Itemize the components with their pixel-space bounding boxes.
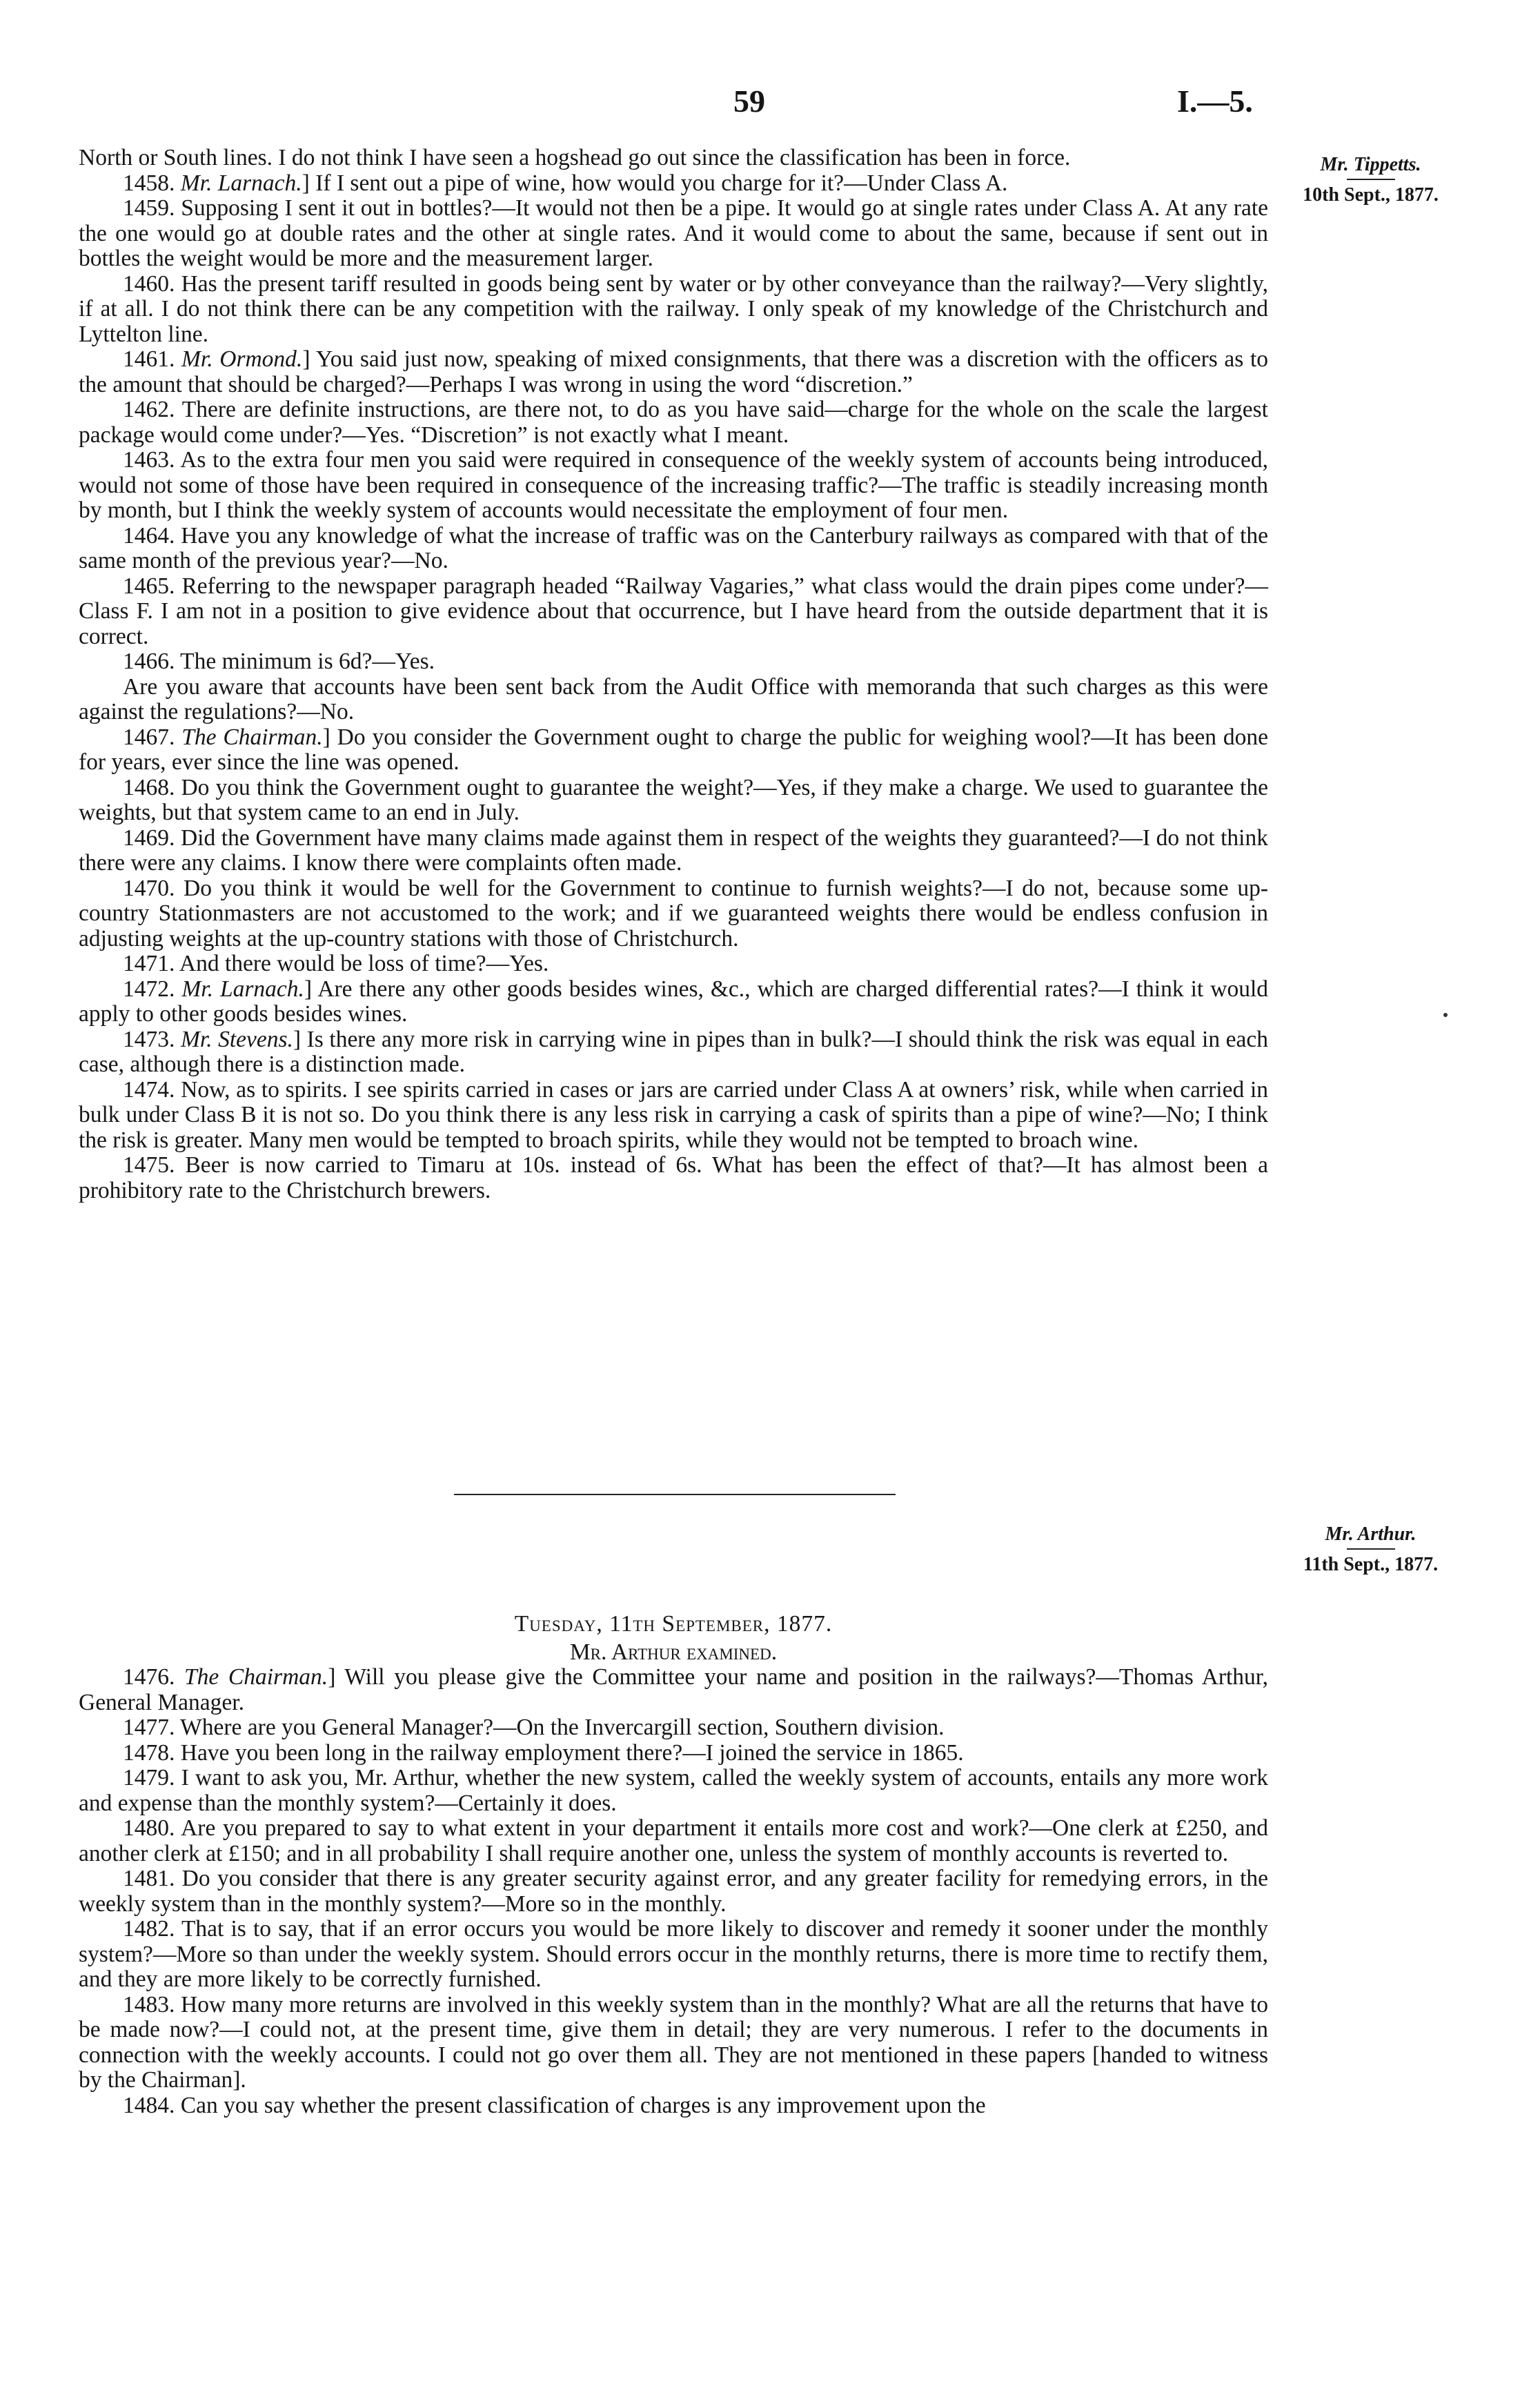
question-paragraph <box>79 876 1268 952</box>
margin-witness-name: Mr. Tippetts. <box>1320 154 1421 175</box>
question-paragraph <box>79 1917 1268 1993</box>
testimony-text: You said just now, speaking of mixed consignments, that there was a discretion with the officers as to the amount that should be charged?—Perhaps I was wrong in using the word “discretion.” <box>79 346 1269 397</box>
question-number: 1475. <box>123 1152 175 1178</box>
question-number: 1477. <box>123 1715 175 1740</box>
question-paragraph <box>79 196 1268 272</box>
question-number: 1479. <box>123 1765 175 1790</box>
question-paragraph: 1472. Mr. Larnach.] Are there any other goods besides wines, &c., which are charged differential rates?—I think it would apply to other goods besides wines. <box>79 976 1268 1027</box>
question-number: 1467. <box>123 724 175 750</box>
page-number: 59 <box>733 83 765 119</box>
testimony-text: Are there any other goods besides wines, &c., which are charged differential rates?—I think it would apply to other goods besides wines. <box>79 976 1268 1027</box>
question-number: 1473. <box>123 1026 175 1052</box>
speaker-name: Mr. Ormond. <box>181 346 303 372</box>
testimony-text: The minimum is 6d?—Yes. <box>180 649 435 674</box>
question-number: 1483. <box>123 1991 175 2017</box>
question-number: 1460. <box>123 270 175 297</box>
print-speck <box>1443 1013 1448 1017</box>
session-date-heading: Tuesday, 11th September, 1877. <box>514 1611 833 1637</box>
testimony-text: There are definite instructions, are there not, to do as you have said—charge for the whole on the scale the largest package would come under?—Yes. “Discretion” is not exactly what I meant. <box>79 397 1268 448</box>
testimony-text: Do you think it would be well for the Government to continue to furnish weights?—I do not, because some up-country Stationmasters are not accustomed to the work; and if we guaranteed weights there would be endless confusion in adjusting weights at the up-country stations with those of Christchurch. <box>79 875 1268 951</box>
question-paragraph: 1467. The Chairman.] Do you consider the Government ought to charge the public for weighing wool?—It has been done for years, ever since the line was opened. <box>79 724 1268 775</box>
margin-rule <box>1347 179 1395 180</box>
testimony-text: Have you been long in the railway employment there?—I joined the service in 1865. <box>180 1739 964 1766</box>
testimony-section-tippetts <box>79 146 1268 1203</box>
question-paragraph <box>79 272 1268 348</box>
parliamentary-paper-reference: I.—5. <box>1177 83 1253 119</box>
question-paragraph <box>79 397 1268 448</box>
testimony-text: If I sent out a pipe of wine, how would you charge for it?—Under Class A. <box>315 170 1008 196</box>
question-paragraph <box>79 826 1268 876</box>
question-number: 1474. <box>123 1076 175 1103</box>
question-paragraph <box>79 1741 1268 1766</box>
speaker-name: Mr. Stevens. <box>180 1026 293 1052</box>
question-number: 1462. <box>123 397 175 422</box>
question-number: 1482. <box>123 1916 175 1942</box>
question-paragraph <box>79 574 1268 650</box>
testimony-text: Have you any knowledge of what the increase of traffic was on the Canterbury railways as compared with that of the same month of the previous year?—No. <box>79 522 1268 573</box>
testimony-text: Are you prepared to say to what extent in your department it entails more cost and work?—One clerk at £250, and another clerk at £150; and in all probability I shall require another one, unless the system of monthly accounts is reverted to. <box>79 1815 1268 1866</box>
margin-note-tippetts <box>1279 154 1462 206</box>
question-number: 1478. <box>123 1739 175 1766</box>
testimony-text: How many more returns are involved in this weekly system than in the monthly? What are all the returns that have to be made now?—I could not, at the present time, give them in detail; they are very numerous. I refer to the documents in connection with the weekly accounts. I could not go over them all. They are not mentioned in these papers [handed to witness by the Chairman]. <box>79 1991 1268 2093</box>
question-number: 1471. <box>123 951 175 976</box>
question-paragraph <box>79 2093 1268 2119</box>
question-number: 1481. <box>123 1866 175 1891</box>
question-paragraph <box>79 1078 1268 1154</box>
testimony-text: Beer is now carried to Timaru at 10s. instead of 6s. What has been the effect of that?—It has almost been a prohibitory rate to the Christchurch brewers. <box>79 1152 1268 1203</box>
question-number: 1476. <box>123 1664 175 1690</box>
question-number: 1484. <box>123 2092 175 2118</box>
testimony-text: Do you consider that there is any greater security against error, and any greater facility for remedying errors, in the weekly system than in the monthly system?—More so in the monthly. <box>79 1866 1268 1917</box>
question-number: 1468. <box>123 774 175 800</box>
question-paragraph <box>79 776 1268 826</box>
question-paragraph <box>79 448 1268 524</box>
question-paragraph <box>79 951 1268 977</box>
testimony-text: Do you consider the Government ought to charge the public for weighing wool?—It has been done for years, ever since the line was opened. <box>79 724 1268 775</box>
question-paragraph <box>79 1993 1268 2093</box>
testimony-text: Do you think the Government ought to guarantee the weight?—Yes, if they make a charge. We used to guarantee the weights, but that system came to an end in July. <box>79 774 1269 825</box>
question-paragraph <box>79 1866 1268 1917</box>
margin-witness-name: Mr. Arthur. <box>1325 1523 1416 1545</box>
question-number: 1469. <box>123 825 175 851</box>
speaker-name: Mr. Larnach. <box>181 976 304 1002</box>
question-number: 1464. <box>123 522 175 549</box>
testimony-text: That is to say, that if an error occurs you would be more likely to discover and remedy it sooner under the monthly system?—More so than under the weekly system. Should errors occur in the monthly returns, there is more time to rectify them, and they are more likely to be correctly furnished. <box>79 1916 1268 1992</box>
testimony-text: Referring to the newspaper paragraph headed “Railway Vagaries,” what class would the drain pipes come under?—Class F. I am not in a position to give evidence about that occurrence, but I have heard from the outside department that it is correct. <box>79 573 1268 649</box>
question-paragraph <box>79 649 1268 675</box>
question-number: 1461. <box>123 346 175 372</box>
speaker-name: The Chairman. <box>181 724 323 750</box>
question-paragraph: 1476. The Chairman.] Will you please give the Committee your name and position in the railways?—Thomas Arthur, General Manager. <box>79 1664 1268 1715</box>
question-paragraph <box>79 1766 1268 1816</box>
testimony-section-arthur <box>79 1612 1268 2118</box>
testimony-text: Supposing I sent it out in bottles?—It would not then be a pipe. It would go at single rates under Class A. At any rate the one would go at double rates and the other at single rates. And it would come to about the same, because if sent out in bottles the weight would be more and the measurement larger. <box>79 195 1268 271</box>
margin-date: 10th Sept., 1877. <box>1303 184 1439 206</box>
question-paragraph <box>79 146 1268 171</box>
margin-rule <box>1347 1548 1395 1550</box>
question-paragraph <box>79 1715 1268 1741</box>
question-paragraph <box>79 1816 1268 1866</box>
testimony-text: Did the Government have many claims made against them in respect of the weights they guaranteed?—I do not think there were any claims. I know there were complaints often made. <box>79 825 1268 876</box>
testimony-text: As to the extra four men you said were required in consequence of the weekly system of accounts being introduced, would not some of those have been required in consequence of the increasing traffic?—The traffic is steadily increasing month by month, but I think the weekly system of accounts would necessitate the employment of four men. <box>79 447 1269 523</box>
testimony-text: I want to ask you, Mr. Arthur, whether the new system, called the weekly system of accounts, entails any more work and expense than the monthly system?—Certainly it does. <box>79 1765 1268 1816</box>
question-number: 1472. <box>123 976 175 1002</box>
question-number: 1458. <box>123 170 175 196</box>
testimony-text: North or South lines. I do not think I have seen a hogshead go out since the classification has been in force. <box>79 145 1071 170</box>
question-number: 1466. <box>123 649 175 674</box>
question-paragraph: 1458. Mr. Larnach.] If I sent out a pipe of wine, how would you charge for it?—Under Class A. <box>123 170 1008 196</box>
testimony-text: Can you say whether the present classification of charges is any improvement upon the <box>180 2092 986 2118</box>
testimony-text: Are you aware that accounts have been sent back from the Audit Office with memoranda that such charges as this were against the regulations?—No. <box>79 673 1268 724</box>
testimony-text: And there would be loss of time?—Yes. <box>179 951 549 976</box>
testimony-text: Is there any more risk in carrying wine in pipes than in bulk?—I should think the risk was equal in each case, although there is a distinction made. <box>79 1026 1269 1077</box>
question-paragraph <box>79 524 1268 574</box>
testimony-text: Will you please give the Committee your name and position in the railways?—Thomas Arthur, General Manager. <box>79 1664 1268 1715</box>
speaker-name: The Chairman. <box>184 1664 328 1690</box>
question-paragraph <box>79 1153 1268 1203</box>
question-paragraph: 1461. Mr. Ormond.] You said just now, speaking of mixed consignments, that there was a discretion with the officers as to the amount that should be charged?—Perhaps I was wrong in using the word “discretion.” <box>79 346 1269 397</box>
margin-date: 11th Sept., 1877. <box>1303 1554 1439 1575</box>
section-divider <box>454 1494 896 1495</box>
witness-examined-line: Mr. Arthur examined. <box>569 1639 778 1665</box>
question-number: 1480. <box>123 1815 175 1841</box>
question-paragraph: 1473. Mr. Stevens.] Is there any more risk in carrying wine in pipes than in bulk?—I should think the risk was equal in each case, although there is a distinction made. <box>79 1026 1269 1077</box>
testimony-text: Has the present tariff resulted in goods being sent by water or by other conveyance than the railway?—Very slightly, if at all. I do not think there can be any competition with the railway. I only speak of my knowledge of the Christchurch and Lyttelton line. <box>79 270 1269 347</box>
question-paragraph <box>79 675 1268 725</box>
margin-note-arthur <box>1279 1523 1462 1576</box>
speaker-name: Mr. Larnach. <box>180 170 302 196</box>
question-number: 1465. <box>123 573 175 599</box>
testimony-text: Now, as to spirits. I see spirits carried in cases or jars are carried under Class A at owners’ risk, while when carried in bulk under Class B it is not so. Do you think there is any less risk in carrying a cask of spirits than a pipe of wine?—No; I think the risk is greater. Many men would be tempted to broach spirits, while they would not be tempted to broach wine. <box>79 1076 1269 1153</box>
question-number: 1459. <box>123 195 175 221</box>
question-number: 1470. <box>123 875 175 901</box>
question-number: 1463. <box>123 447 175 473</box>
testimony-text: Where are you General Manager?—On the Invercargill section, Southern division. <box>180 1715 945 1740</box>
